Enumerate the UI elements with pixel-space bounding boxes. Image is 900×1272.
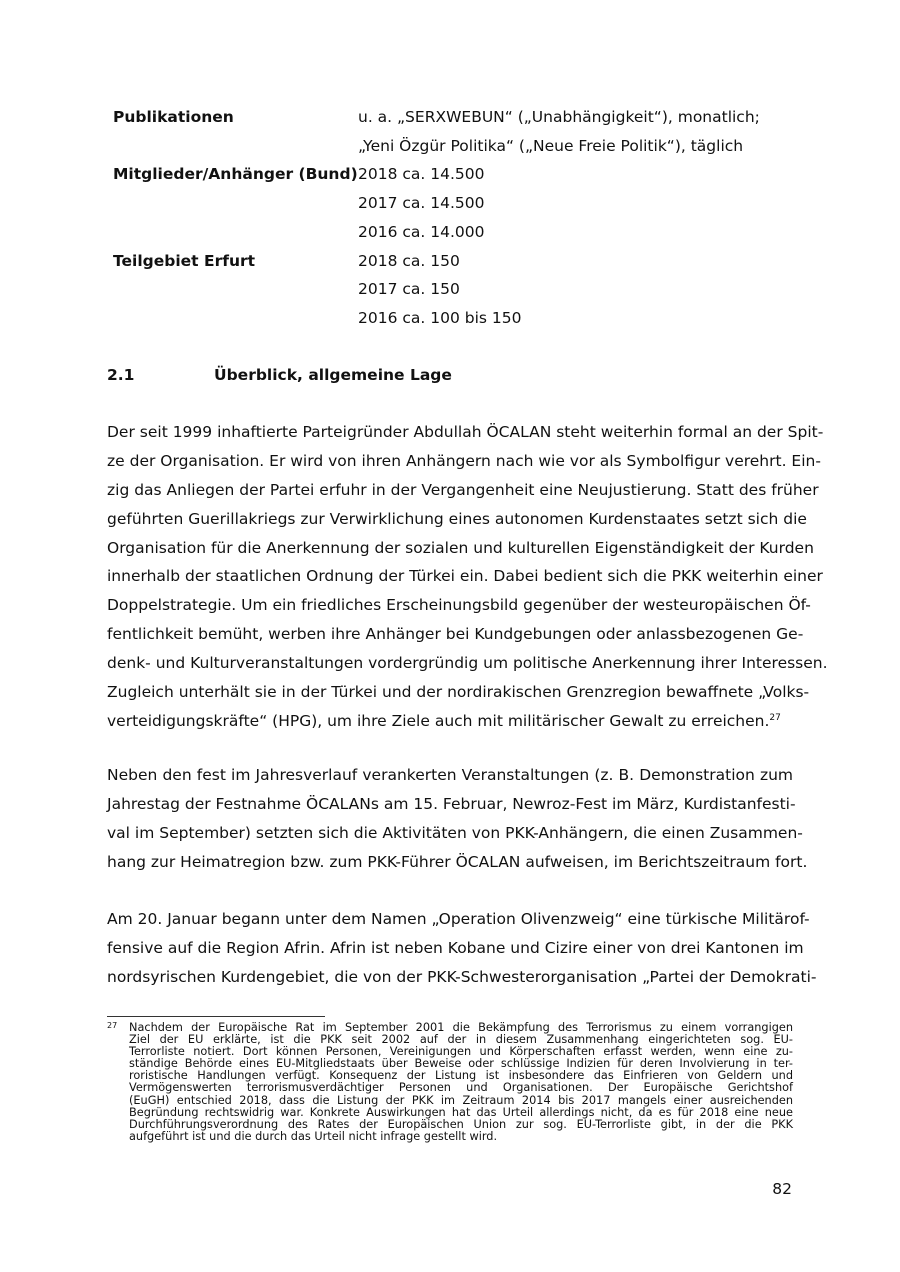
footnote-divider [107, 1016, 325, 1017]
fact-row-members-federal [113, 160, 803, 246]
text-line: val im September) setzten sich die Aktivitäten von PKK-Anhängern, die einen Zusammen- [107, 823, 803, 842]
footnote-line: Nachdem der Europäische Rat im September 2001 die Bekämpfung des Terrorismus zu einem vorrangigen [129, 1021, 793, 1034]
fact-values [358, 160, 803, 246]
paragraph-3 [107, 905, 817, 992]
fact-row-erfurt [113, 247, 803, 333]
facts-table [113, 103, 803, 333]
fact-label: Mitglieder/Anhänger (Bund) [113, 165, 358, 184]
text-line: Am 20. Januar begann unter dem Namen „Operation Olivenzweig“ eine türkische Militärof- [107, 910, 810, 928]
footnote-line: aufgeführt ist und die durch das Urteil nicht infrage gestellt wird. [129, 1129, 498, 1143]
paragraph-1 [107, 418, 828, 736]
text-line: ze der Organisation. Er wird von ihren Anhängern nach wie vor als Symbolfigur verehrt. Ein- [107, 451, 821, 470]
footnote-line: roristische Handlungen verfügt. Konsequenz der Listung ist insbesondere das Einfrieren von Geldern und [129, 1069, 793, 1083]
footnote-line: Terrorliste notiert. Dort können Personen, Vereinigungen und Körperschaften erfasst werden, wenn eine zu- [129, 1045, 793, 1059]
section-title: Überblick, allgemeine Lage [214, 366, 452, 384]
fact-value: „Yeni Özgür Politika“ („Neue Freie Politik“), täglich [358, 136, 744, 155]
footnote-text [129, 1022, 793, 1143]
text-line: innerhalb der staatlichen Ordnung der Türkei ein. Dabei bedient sich die PKK weiterhin einer [107, 567, 823, 586]
fact-value: 2016 ca. 100 bis 150 [358, 308, 522, 327]
fact-label: Teilgebiet Erfurt [113, 251, 256, 270]
fact-value: 2017 ca. 14.500 [358, 194, 485, 213]
text-line: Organisation für die Anerkennung der sozialen und kulturellen Eigenständigkeit der Kurden [107, 538, 814, 557]
footnote-line: Vermögenswerten terrorismusverdächtiger Personen und Organisationen. Der Europäische Gerichtshof [129, 1081, 793, 1095]
footnote [107, 1022, 793, 1143]
fact-label: Publikationen [113, 108, 234, 126]
text-line: Neben den fest im Jahresverlauf verankerten Veranstaltungen (z. B. Demonstration zum [107, 766, 793, 784]
fact-value: 2017 ca. 150 [358, 280, 460, 299]
fact-row-publications [113, 103, 803, 160]
footnote-reference[interactable]: 27 [769, 712, 781, 723]
section-heading [107, 362, 452, 388]
text-line: hang zur Heimatregion bzw. zum PKK-Führer ÖCALAN aufweisen, im Berichtszeitraum fort. [107, 852, 808, 871]
section-number: 2.1 [107, 366, 135, 384]
fact-values [358, 247, 803, 333]
footnote-number: 27 [107, 1021, 118, 1030]
text-line: nordsyrischen Kurdengebiet, die von der PKK-Schwesterorganisation „Partei der Demokrati- [107, 967, 817, 986]
text-line: fensive auf die Region Afrin. Afrin ist neben Kobane und Cizire einer von drei Kantonen im [107, 938, 804, 957]
footnote-line: (EuGH) entschied 2018, dass die Listung der PKK im Zeitraum 2014 bis 2017 mangels einer ausreichenden [129, 1093, 793, 1107]
text-line: zig das Anliegen der Partei erfuhr in der Vergangenheit eine Neujustierung. Statt des früher [107, 480, 819, 499]
fact-value: u. a. „SERXWEBUN“ („Unabhängigkeit“), monatlich; [358, 108, 760, 126]
fact-value: 2018 ca. 14.500 [358, 165, 485, 184]
text-line: Zugleich unterhält sie in der Türkei und der nordirakischen Grenzregion bewaffnete „Volks- [107, 683, 810, 702]
text-line: denk- und Kulturveranstaltungen vordergründig um politische Anerkennung ihrer Interessen. [107, 654, 828, 673]
fact-value: 2018 ca. 150 [358, 251, 460, 270]
fact-values [358, 103, 803, 160]
text-line: Jahrestag der Festnahme ÖCALANs am 15. Februar, Newroz-Fest im März, Kurdistanfesti- [107, 794, 796, 813]
text-line: fentlichkeit bemüht, werben ihre Anhänger bei Kundgebungen oder anlassbezogenen Ge- [107, 625, 804, 644]
text-line [107, 707, 793, 736]
footnote-line: Ziel der EU erklärte, ist die PKK seit 2002 auf der in diesem Zusammenhang eingerichteten sog. EU- [129, 1033, 793, 1047]
text-line: Doppelstrategie. Um ein friedliches Erscheinungsbild gegenüber der westeuropäischen Öf- [107, 596, 811, 615]
footnote-line: Begründung rechtswidrig war. Konkrete Auswirkungen hat das Urteil allerdings nicht, da es für 2018 eine neue [129, 1105, 793, 1119]
fact-value: 2016 ca. 14.000 [358, 222, 485, 241]
text-line-content: verteidigungskräfte“ (HPG), um ihre Ziele auch mit militärischer Gewalt zu erreichen. [107, 711, 770, 730]
text-line: geführten Guerillakriegs zur Verwirklichung eines autonomen Kurdenstaates setzt sich die [107, 509, 807, 528]
text-line: Der seit 1999 inhaftierte Parteigründer Abdullah ÖCALAN steht weiterhin formal an der Spit- [107, 423, 824, 441]
footnote-line: Durchführungsverordnung des Rates der Europäischen Union zur sog. EU-Terrorliste gibt, in der die PKK [129, 1117, 793, 1131]
paragraph-2 [107, 761, 808, 877]
footnote-line: ständige Behörde eines EU-Mitgliedstaats über Beweise oder schlüssige Indizien für deren Involvierung in ter- [129, 1057, 793, 1071]
page-number: 82 [772, 1180, 792, 1198]
